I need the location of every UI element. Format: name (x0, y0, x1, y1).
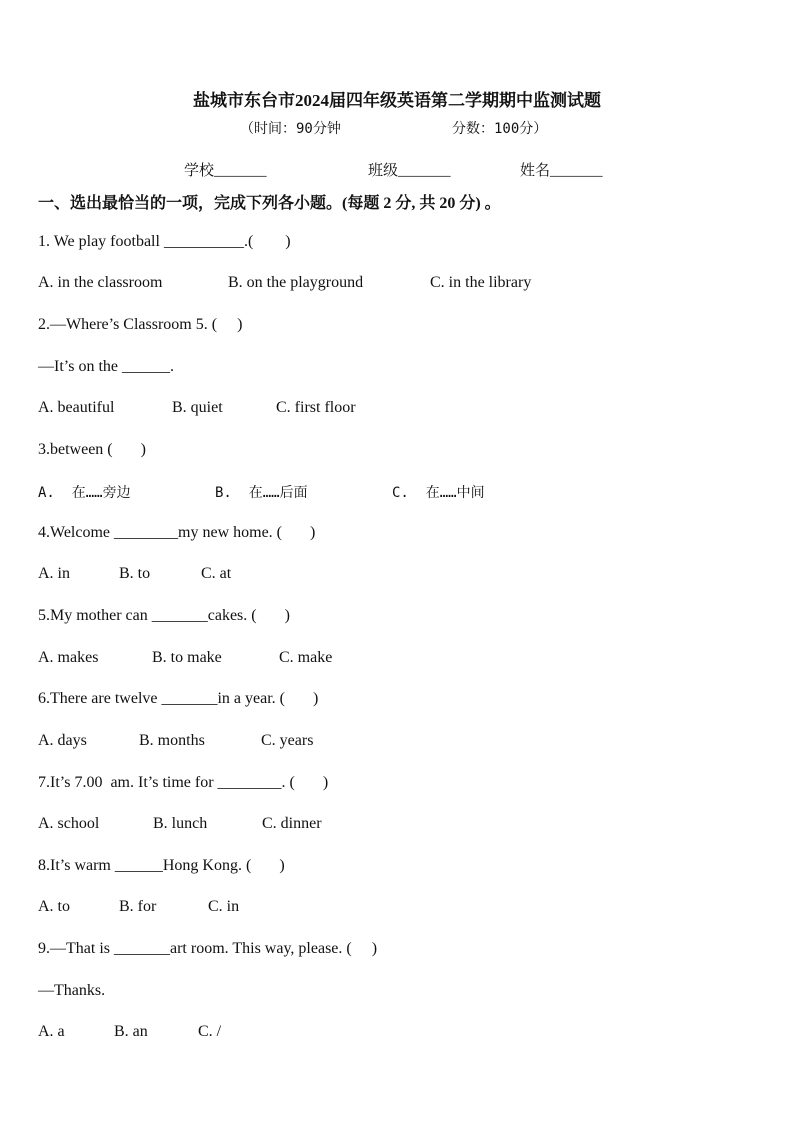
option-b: B. 在……后面 (215, 485, 308, 501)
option-a: A. beautiful (38, 399, 115, 416)
exam-time: （时间：90分钟 (240, 121, 341, 137)
option-c: C. first floor (276, 399, 356, 416)
option-c: C. 在……中间 (392, 485, 485, 501)
name-field: 姓名_______ (520, 163, 603, 179)
option-c: C. in (208, 898, 240, 915)
option-b: B. lunch (153, 815, 208, 832)
class-field: 班级_______ (368, 163, 451, 179)
option-a: A. in the classroom (38, 274, 163, 291)
option-b: B. an (114, 1023, 148, 1040)
question-response: —Thanks. (38, 982, 106, 999)
option-b: B. months (139, 732, 205, 749)
option-a: A. in (38, 565, 70, 582)
option-a: A. school (38, 815, 100, 832)
option-c: C. / (198, 1023, 222, 1040)
option-b: B. to (119, 565, 151, 582)
option-c: C. years (261, 732, 314, 749)
option-a: A. a (38, 1023, 65, 1040)
option-b: B. quiet (172, 399, 223, 416)
option-c: C. make (279, 649, 333, 666)
option-c: C. in the library (430, 274, 532, 291)
question-stem: 4.Welcome ________my new home. ( ) (38, 524, 316, 541)
question-stem: 2.—Where’s Classroom 5. ( ) (38, 316, 243, 333)
option-c: C. at (201, 565, 232, 582)
option-a: A. 在……旁边 (38, 485, 131, 501)
question-stem: 3.between ( ) (38, 441, 146, 458)
question-stem: 7.It’s 7.00 am. It’s time for ________. ( ) (38, 774, 329, 791)
option-b: B. on the playground (228, 274, 364, 291)
option-c: C. dinner (262, 815, 322, 832)
option-a: A. makes (38, 649, 99, 666)
exam-title: 盐城市东台市2024届四年级英语第二学期期中监测试题 (193, 91, 601, 110)
school-field: 学校_______ (184, 163, 267, 179)
question-stem: 6.There are twelve _______in a year. ( ) (38, 690, 319, 707)
option-b: B. to make (152, 649, 222, 666)
question-stem: 8.It’s warm ______Hong Kong. ( ) (38, 857, 285, 874)
question-stem: 9.—That is _______art room. This way, please. ( ) (38, 940, 378, 957)
question-response: —It’s on the ______. (38, 358, 174, 375)
exam-score: 分数：100分） (452, 121, 548, 137)
option-b: B. for (119, 898, 157, 915)
section-heading: 一、选出最恰当的一项，完成下列各小题。(每题 2 分, 共 20 分) 。 (38, 195, 501, 212)
question-stem: 1. We play football __________.( ) (38, 233, 291, 250)
question-stem: 5.My mother can _______cakes. ( ) (38, 607, 290, 624)
option-a: A. days (38, 732, 87, 749)
option-a: A. to (38, 898, 70, 915)
